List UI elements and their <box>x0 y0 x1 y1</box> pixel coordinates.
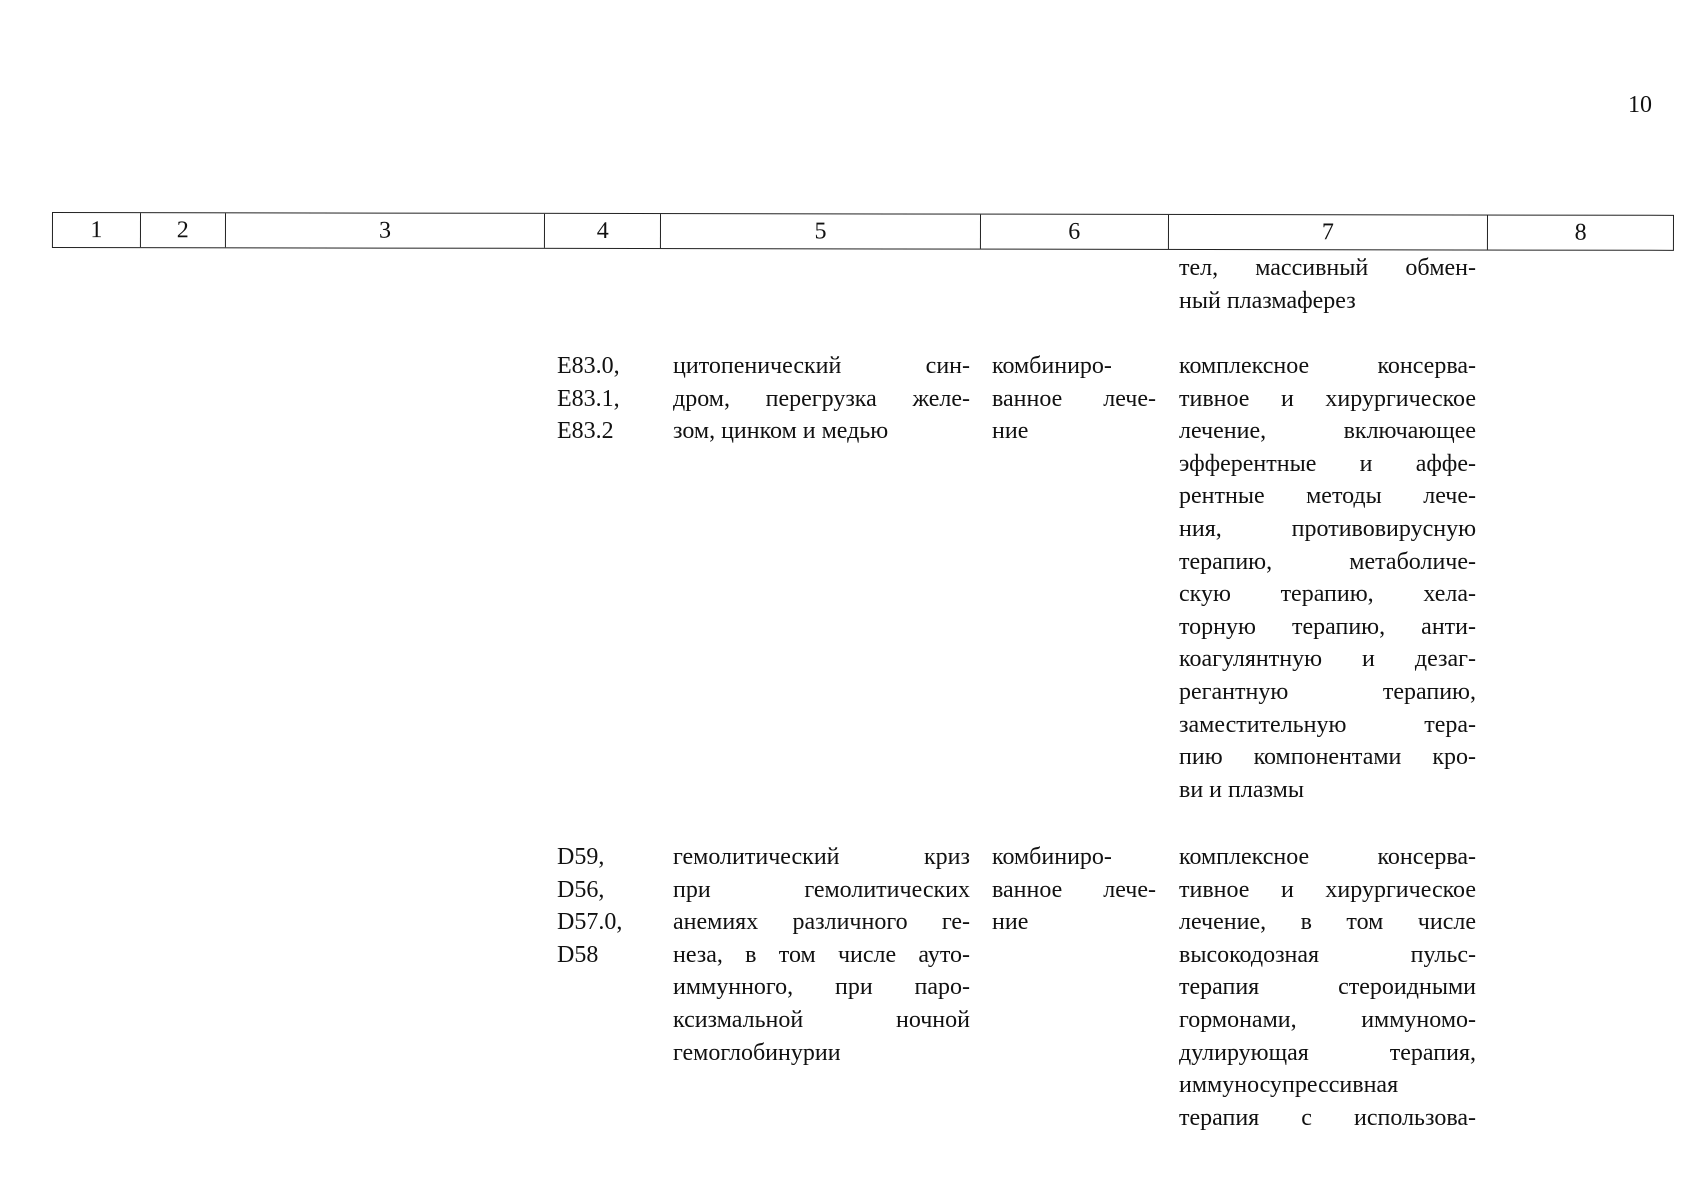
header-cell-8: 8 <box>1574 219 1587 246</box>
text-line: торную терапию, анти- <box>1179 613 1476 640</box>
text-line: тивное и хирургическое <box>1179 385 1476 412</box>
text-line: неза, в том числе ауто- <box>673 941 970 968</box>
header-cell-6: 6 <box>981 215 1169 249</box>
row1-diagnosis <box>673 350 970 448</box>
text-line: рентные методы лече- <box>1179 483 1476 510</box>
row1-icd-codes <box>557 350 647 448</box>
header-cell-5: 5 <box>661 214 981 249</box>
text-line: при гемолитических <box>673 876 970 903</box>
text-line: лечение, включающее <box>1179 418 1476 445</box>
text-line: терапия с использова- <box>1179 1104 1476 1131</box>
text-line: иммунного, при паро- <box>673 974 970 1001</box>
text-line: дром, перегрузка желе- <box>673 385 970 412</box>
text-line: E83.0, <box>557 353 620 379</box>
header-cell-2: 2 <box>141 213 226 247</box>
text-line: терапия стероидными <box>1179 974 1476 1001</box>
text-line: D59, <box>557 844 605 870</box>
text-line: скую терапию, хела- <box>1179 581 1476 608</box>
text-line: ный плазмаферез <box>1179 287 1356 314</box>
text-line: лечение, в том числе <box>1179 909 1476 936</box>
text-line: анемиях различного ге- <box>673 909 970 936</box>
header-cell-7: 7 <box>1169 215 1489 250</box>
text-line: гормонами, иммуномо- <box>1179 1006 1476 1033</box>
text-line: тивное и хирургическое <box>1179 876 1476 903</box>
row1-treatment-type <box>992 350 1156 448</box>
text-line: ванное лече- <box>992 385 1156 412</box>
text-line: эфферентные и аффе- <box>1179 450 1476 477</box>
text-line: цитопенический син- <box>673 353 970 379</box>
text-line: дулирующая терапия, <box>1179 1039 1476 1066</box>
text-line: ние <box>992 909 1029 936</box>
text-line: комплексное консерва- <box>1179 353 1476 379</box>
continuation-treatment-cell <box>1179 252 1476 317</box>
text-line: D58 <box>557 941 599 968</box>
text-line: ние <box>992 418 1029 445</box>
text-line: ви и плазмы <box>1179 776 1304 803</box>
text-line: заместительную тера- <box>1179 711 1476 738</box>
text-line: высокодозная пульс- <box>1179 941 1476 968</box>
row2-treatment-method <box>1179 841 1476 1134</box>
header-cell-1: 1 <box>53 213 141 247</box>
text-line: тел, массивный обмен- <box>1179 255 1476 281</box>
row2-treatment-type <box>992 841 1156 939</box>
text-line: ксизмальной ночной <box>673 1006 970 1033</box>
text-line: D57.0, <box>557 909 623 936</box>
text-line: иммуносупрессивная <box>1179 1072 1399 1099</box>
text-line: ванное лече- <box>992 876 1156 903</box>
text-line: регантную терапию, <box>1179 678 1476 705</box>
text-line: E83.1, <box>557 385 620 412</box>
text-line: D56, <box>557 876 605 903</box>
text-line: ния, противовирусную <box>1179 515 1476 542</box>
row2-diagnosis <box>673 841 970 1069</box>
text-line: пию компонентами кро- <box>1179 744 1476 771</box>
text-line: коагулянтную и дезаг- <box>1179 646 1476 673</box>
text-line: терапию, метаболиче- <box>1179 548 1476 575</box>
header-cell-3: 3 <box>226 213 546 248</box>
header-cell-4: 4 <box>545 214 661 248</box>
text-line: гемоглобинурии <box>673 1039 841 1066</box>
text-line: комбиниро- <box>992 353 1112 379</box>
table-header-row <box>52 212 1674 251</box>
row1-treatment-method <box>1179 350 1476 806</box>
text-line: комбиниро- <box>992 844 1112 870</box>
page-number: 10 <box>1628 92 1652 118</box>
row2-icd-codes <box>557 841 647 971</box>
text-line: комплексное консерва- <box>1179 844 1476 870</box>
text-line: E83.2 <box>557 418 614 445</box>
text-line: зом, цинком и медью <box>673 418 889 445</box>
text-line: гемолитический криз <box>673 844 970 870</box>
